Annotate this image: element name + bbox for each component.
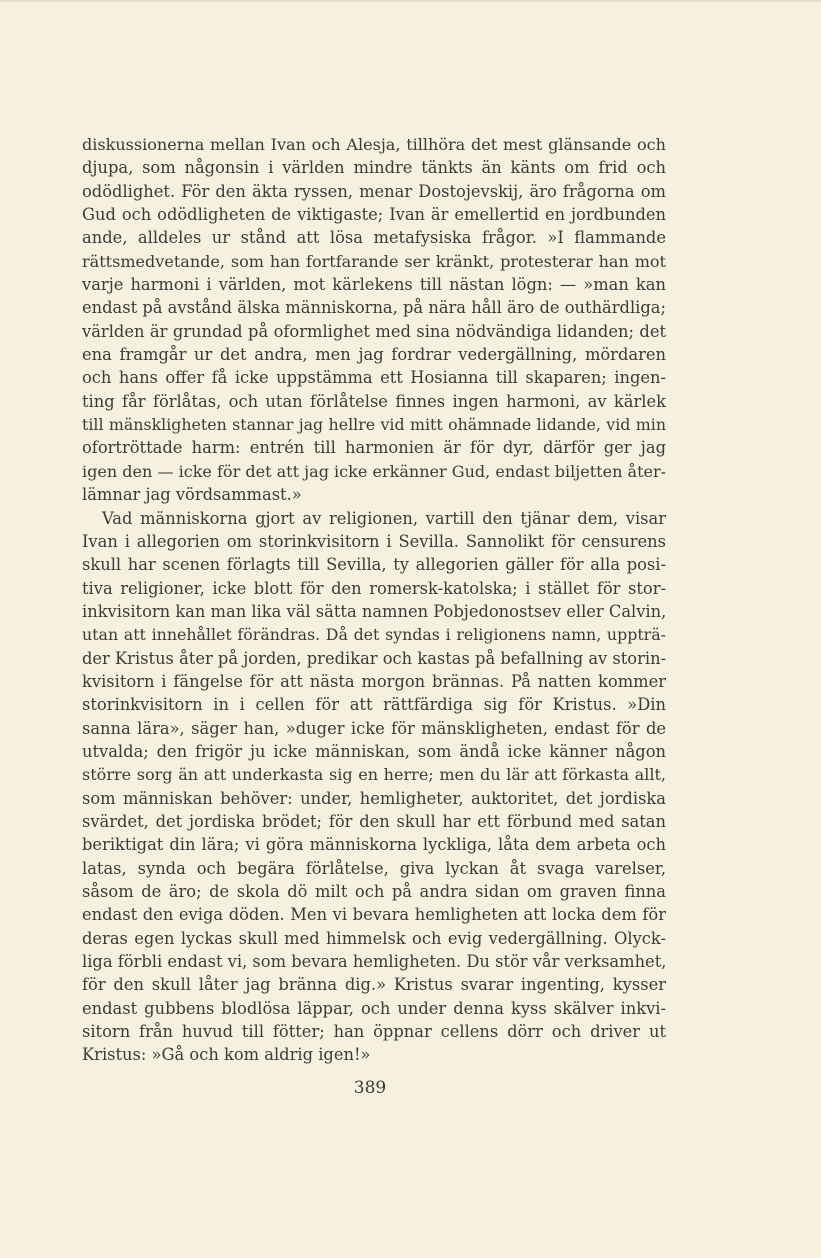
text-line: beriktigat din lära; vi göra människorna lyckliga, låta dem arbeta och [82,835,666,855]
text-line: till mänskligheten stannar jag hellre vid mitt ohämnade lidande, vid min [82,415,666,435]
text-line: som människan behöver: under, hemligheter, auktoritet, det jordiska [82,788,666,808]
text-line: djupa, som någonsin i världen mindre tänkts än känts om frid och [82,158,666,178]
text-line: svärdet, det jordiska brödet; för den skull har ett förbund med satan [82,811,666,831]
text-line: Vad människorna gjort av religionen, vartill den tjänar dem, visar [102,508,666,528]
body-text [82,133,666,1067]
text-line: ofortröttade harm: entrén till harmonien är för dyr, därför ger jag [82,438,666,458]
text-line: igen den — icke för det att jag icke erkänner Gud, endast biljetten åter- [82,461,666,481]
text-line: kvisitorn i fängelse för att nästa morgon brännas. På natten kommer [82,671,666,691]
text-line: rättsmedvetande, som han fortfarande ser kränkt, protesterar han mot [82,251,666,271]
text-line: der Kristus åter på jorden, predikar och kastas på befallning av storin- [82,648,666,668]
text-line: endast den eviga döden. Men vi bevara hemligheten att locka dem för [82,905,666,925]
text-line: utan att innehållet förändras. Då det syndas i religionens namn, uppträ- [82,625,666,645]
text-line: skull har scenen förlagts till Sevilla, ty allegorien gäller för alla posi- [82,555,666,575]
text-line: världen är grundad på oformlighet med sina nödvändiga lidanden; det [82,321,666,341]
paragraph-1 [82,133,666,507]
text-line: större sorg än att underkasta sig en herre; men du lär att förkasta allt, [82,765,666,785]
text-line: ting får förlåtas, och utan förlåtelse finnes ingen harmoni, av kärlek [82,391,666,411]
text-line: tiva religioner, icke blott för den romersk-katolska; i stället för stor- [82,578,666,598]
text-line: endast gubbens blodlösa läppar, och under denna kyss skälver inkvi- [82,998,666,1018]
text-line: Gud och odödligheten de viktigaste; Ivan är emellertid en jordbunden [82,205,666,225]
text-line: inkvisitorn kan man lika väl sätta namnen Pobjedonostsev eller Calvin, [82,601,666,621]
text-line: för den skull låter jag bränna dig.» Kristus svarar ingenting, kysser [82,975,666,995]
text-line: ande, alldeles ur stånd att lösa metafysiska frågor. »I flammande [82,228,666,248]
text-line: utvalda; den frigör ju icke människan, som ändå icke känner någon [82,741,666,761]
text-line: storinkvisitorn in i cellen för att rättfärdiga sig för Kristus. »Din [82,695,666,715]
text-line: deras egen lyckas skull med himmelsk och evig vedergällning. Olyck- [82,928,666,948]
text-line: diskussionerna mellan Ivan och Alesja, tillhöra det mest glänsande och [82,135,666,154]
text-line: Ivan i allegorien om storinkvisitorn i Sevilla. Sannolikt för censurens [82,531,666,551]
text-line: sitorn från huvud till fötter; han öppnar cellens dörr och driver ut [82,1022,666,1042]
text-line: och hans offer få icke uppstämma ett Hosianna till skaparen; ingen- [82,368,666,388]
text-line: odödlighet. För den äkta ryssen, menar Dostojevskij, äro frågorna om [82,181,666,201]
paragraph-2 [82,507,666,1067]
text-line: sanna lära», säger han, »duger icke för mänskligheten, endast för de [82,718,666,738]
page-number: 389 [353,1078,387,1098]
text-line: varje harmoni i världen, mot kärlekens till nästan lögn: — »man kan [82,275,666,295]
text-line: ena framgår ur det andra, men jag fordrar vedergällning, mördaren [82,345,666,365]
text-line: såsom de äro; de skola dö milt och på andra sidan om graven finna [82,882,666,901]
text-line: latas, synda och begära förlåtelse, giva lyckan åt svaga varelser, [82,858,666,878]
text-line: endast på avstånd älska människorna, på nära håll äro de outhärdliga; [82,298,666,318]
text-line: Kristus: »Gå och kom aldrig igen!» [82,1045,371,1065]
text-line: liga förbli endast vi, som bevara hemligheten. Du stör vår verksamhet, [82,952,666,972]
text-line: lämnar jag vördsammast.» [82,485,302,505]
